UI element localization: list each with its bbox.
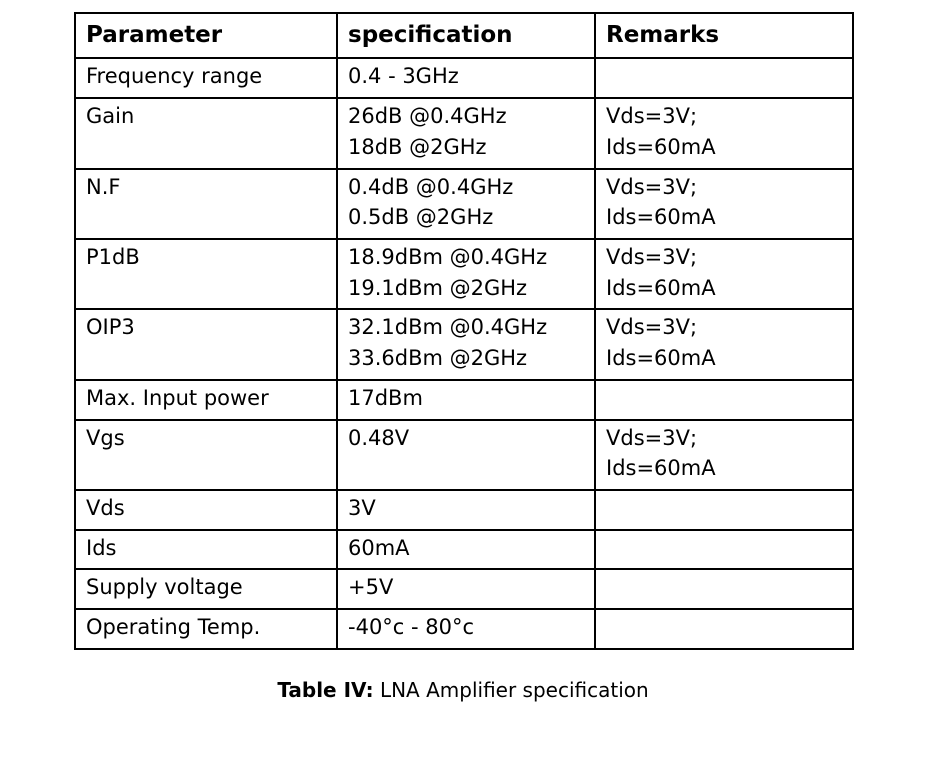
cell-line: 17dBm	[348, 385, 423, 410]
cell-line: 3V	[348, 495, 376, 520]
cell-line: 0.48V	[348, 425, 410, 450]
table-row	[75, 380, 853, 420]
table-header	[75, 13, 853, 58]
cell-empty	[606, 63, 842, 91]
table-row	[75, 420, 853, 490]
table-row	[75, 569, 853, 609]
cell-line: Vds	[86, 495, 125, 520]
table-row	[75, 98, 853, 168]
table-header-row	[75, 13, 853, 58]
cell-empty	[606, 385, 842, 413]
cell-line: Ids=60mA	[606, 134, 716, 159]
cell-specification	[337, 239, 595, 309]
cell-line: 33.6dBm @2GHz	[348, 346, 528, 371]
cell-remarks	[595, 309, 853, 379]
cell-parameter	[75, 380, 337, 420]
cell-parameter	[75, 239, 337, 309]
cell-parameter	[75, 309, 337, 379]
column-header-parameter: Parameter	[75, 13, 337, 58]
cell-remarks	[595, 569, 853, 609]
cell-specification	[337, 380, 595, 420]
cell-line: 0.5dB @2GHz	[348, 205, 494, 230]
cell-line: 60mA	[348, 535, 410, 560]
cell-line: 26dB @0.4GHz	[348, 104, 507, 129]
cell-remarks	[595, 239, 853, 309]
cell-line: Ids=60mA	[606, 205, 716, 230]
cell-line: Ids=60mA	[606, 275, 716, 300]
cell-parameter	[75, 530, 337, 570]
table-row	[75, 58, 853, 98]
cell-line: Frequency range	[86, 64, 263, 89]
cell-parameter	[75, 169, 337, 239]
cell-specification	[337, 609, 595, 649]
caption-label: Table IV:	[277, 677, 374, 702]
cell-parameter	[75, 420, 337, 490]
cell-line: Supply voltage	[86, 575, 243, 600]
cell-line: 19.1dBm @2GHz	[348, 275, 528, 300]
cell-line: N.F	[86, 174, 121, 199]
cell-remarks	[595, 98, 853, 168]
cell-remarks	[595, 490, 853, 530]
cell-empty	[606, 614, 842, 642]
cell-line: -40°c - 80°c	[348, 615, 475, 640]
cell-line: Vds=3V;	[606, 315, 698, 340]
lna-specification-table	[74, 12, 854, 650]
cell-remarks	[595, 380, 853, 420]
cell-line: Vgs	[86, 425, 125, 450]
cell-parameter	[75, 609, 337, 649]
cell-remarks	[595, 58, 853, 98]
cell-line: P1dB	[86, 244, 140, 269]
cell-remarks	[595, 420, 853, 490]
cell-empty	[606, 535, 842, 563]
cell-line: +5V	[348, 575, 394, 600]
table-body	[75, 58, 853, 649]
cell-line: Gain	[86, 104, 135, 129]
cell-specification	[337, 309, 595, 379]
cell-specification	[337, 420, 595, 490]
cell-specification	[337, 530, 595, 570]
cell-empty	[606, 574, 842, 602]
cell-line: Max. Input power	[86, 385, 269, 410]
table-row	[75, 530, 853, 570]
table-row	[75, 490, 853, 530]
column-header-remarks: Remarks	[595, 13, 853, 58]
cell-parameter	[75, 58, 337, 98]
cell-parameter	[75, 490, 337, 530]
cell-parameter	[75, 569, 337, 609]
cell-specification	[337, 169, 595, 239]
table-caption	[74, 678, 852, 702]
cell-line: Operating Temp.	[86, 615, 261, 640]
cell-specification	[337, 58, 595, 98]
table-row	[75, 309, 853, 379]
cell-line: Ids=60mA	[606, 346, 716, 371]
cell-remarks	[595, 609, 853, 649]
cell-line: 18.9dBm @0.4GHz	[348, 244, 548, 269]
column-header-specification: specification	[337, 13, 595, 58]
cell-specification	[337, 490, 595, 530]
cell-remarks	[595, 530, 853, 570]
caption-text: LNA Amplifier specification	[379, 677, 649, 702]
cell-line: Vds=3V;	[606, 425, 698, 450]
cell-line: OIP3	[86, 315, 135, 340]
cell-line: 32.1dBm @0.4GHz	[348, 315, 548, 340]
cell-line: 0.4dB @0.4GHz	[348, 174, 514, 199]
cell-empty	[606, 495, 842, 523]
cell-line: Vds=3V;	[606, 174, 698, 199]
cell-line: Vds=3V;	[606, 244, 698, 269]
cell-parameter	[75, 98, 337, 168]
table-row	[75, 609, 853, 649]
cell-line: 0.4 - 3GHz	[348, 64, 459, 89]
cell-line: Vds=3V;	[606, 104, 698, 129]
cell-line: Ids	[86, 535, 117, 560]
cell-remarks	[595, 169, 853, 239]
cell-specification	[337, 569, 595, 609]
cell-line: Ids=60mA	[606, 456, 716, 481]
spec-table-container	[74, 12, 852, 650]
cell-line: 18dB @2GHz	[348, 134, 487, 159]
cell-specification	[337, 98, 595, 168]
table-row	[75, 239, 853, 309]
table-row	[75, 169, 853, 239]
